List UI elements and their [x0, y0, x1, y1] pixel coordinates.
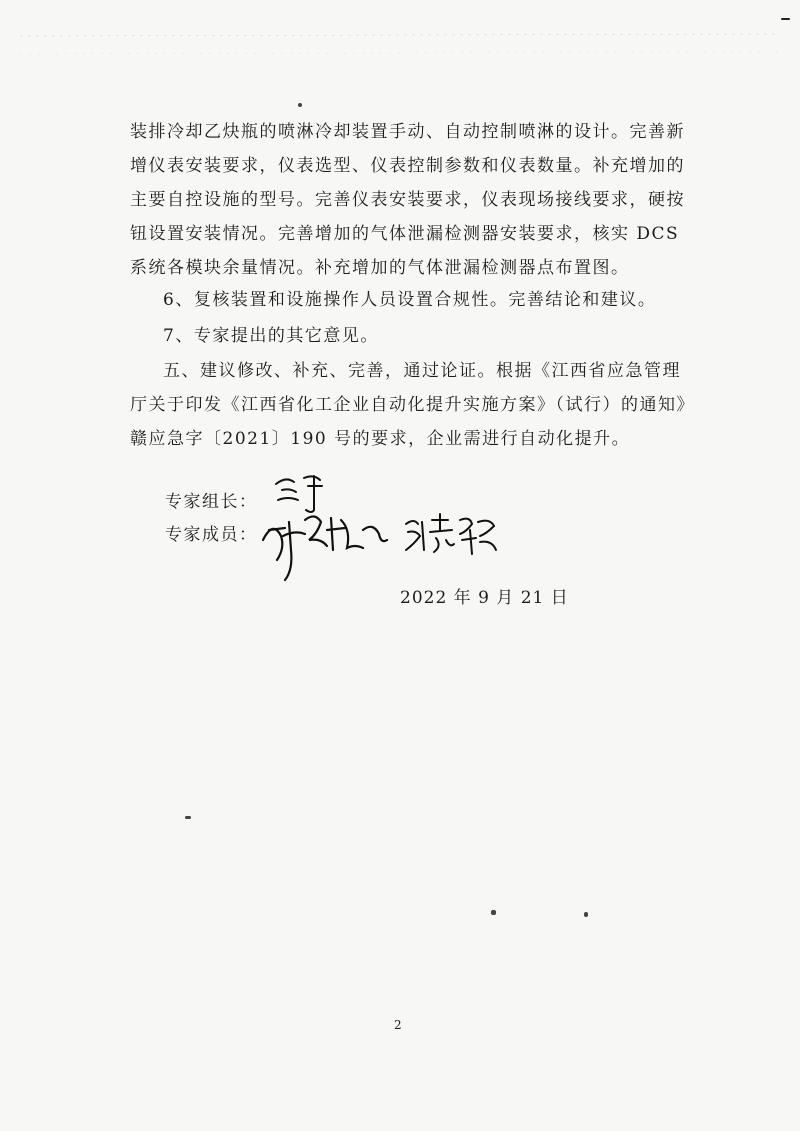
leader-label: 专家组长：: [165, 492, 258, 512]
body-line: 主要自控设施的型号。完善仪表安装要求，仪表现场接线要求，硬按: [130, 190, 685, 210]
item-7: 7、专家提出的其它意见。: [163, 326, 379, 346]
body-line: 增仪表安装要求，仪表选型、仪表控制参数和仪表数量。补充增加的: [130, 156, 685, 176]
scan-speck: [584, 912, 588, 917]
body-line: 装排冷却乙炔瓶的喷淋冷却装置手动、自动控制喷淋的设计。完善新: [130, 122, 685, 142]
members-label: 专家成员：: [165, 525, 258, 545]
body-line: 系统各模块余量情况。补充增加的气体泄漏检测器点布置图。: [130, 258, 630, 278]
body-line: 钮设置安装情况。完善增加的气体泄漏检测器安装要求，核实 DCS: [130, 224, 680, 244]
scan-noise: [20, 28, 780, 78]
member-signature-2: [400, 510, 500, 560]
item-6: 6、复核装置和设施操作人员设置合规性。完善结论和建议。: [163, 290, 657, 310]
section-5-line-2: 厅关于印发《江西省化工企业自动化提升实施方案》（试行）的通知》: [130, 395, 695, 415]
scan-speck: [185, 816, 191, 819]
scan-speck: [781, 18, 790, 20]
section-5-line-1: 五、建议修改、补充、完善，通过论证。根据《江西省应急管理: [163, 361, 681, 381]
scan-speck: [298, 103, 302, 107]
member-signature-1: [255, 500, 395, 585]
document-date: 2022 年 9 月 21 日: [400, 588, 569, 608]
body-paragraph: [130, 115, 685, 285]
scan-speck: [491, 910, 496, 915]
page-number: 2: [394, 1018, 402, 1032]
section-5-line-3: 赣应急字〔2021〕190 号的要求，企业需进行自动化提升。: [130, 429, 631, 449]
